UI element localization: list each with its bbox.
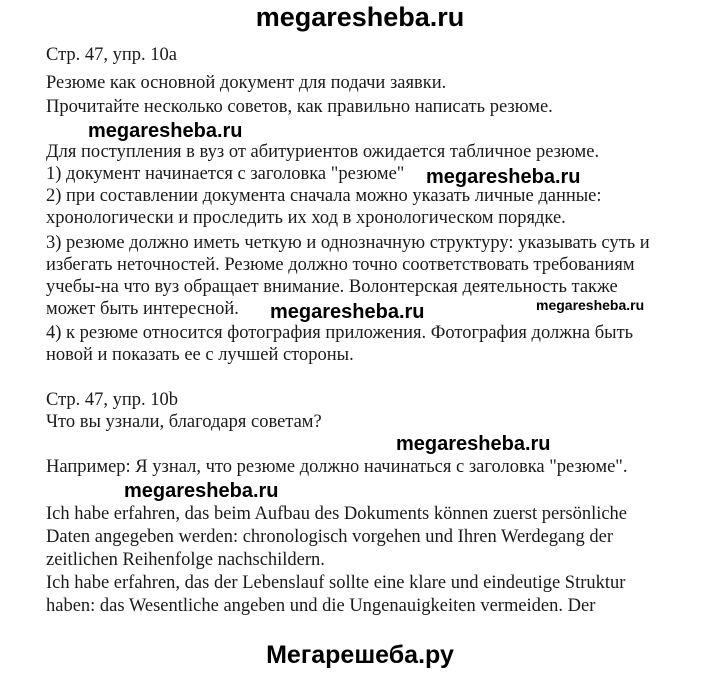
section-b-example: Например: Я узнал, что резюме должно начинаться с заголовка "резюме".	[46, 457, 628, 477]
section-a-line: новой и показать ее с лучшей стороны.	[46, 345, 354, 365]
german-line: Ich habe erfahren, das beim Aufbau des Dokuments können zuerst persönliche	[46, 504, 628, 524]
inline-watermark: megaresheba.ru	[270, 301, 425, 323]
inline-watermark: megaresheba.ru	[88, 120, 243, 142]
inline-watermark-small: megaresheba.ru	[536, 297, 645, 313]
section-b-question: Что вы узнали, благодаря советам?	[46, 412, 322, 432]
header-watermark: megaresheba.ru	[255, 2, 465, 32]
section-a-line: учебы-на что вуз обращает внимание. Волонтерская деятельность также	[46, 277, 618, 297]
section-a-line: 3) резюме должно иметь четкую и однозначную структуру: указывать суть и	[46, 233, 650, 253]
section-b-title: Стр. 47, упр. 10b	[46, 390, 179, 410]
section-a-line: избегать неточностей. Резюме должно точно соответствовать требованиям	[46, 255, 635, 275]
section-a-line: 2) при составлении документа сначала можно указать личные данные:	[46, 186, 602, 206]
inline-watermark: megaresheba.ru	[426, 166, 581, 188]
section-a-line: Резюме как основной документ для подачи заявки.	[46, 73, 447, 93]
inline-watermark: megaresheba.ru	[124, 480, 279, 502]
footer-watermark: Мегарешеба.ру	[266, 641, 454, 669]
section-a-line: может быть интересной.	[46, 299, 239, 319]
german-line: Ich habe erfahren, das der Lebenslauf sollte eine klare und eindeutige Struktur	[46, 573, 626, 593]
german-line: haben: das Wesentliche angeben und die Ungenauigkeiten vermeiden. Der	[46, 596, 596, 616]
section-a-line: Для поступления в вуз от абитуриентов ожидается табличное резюме.	[46, 142, 600, 162]
section-a-line: 1) документ начинается с заголовка "резюме"	[46, 164, 405, 184]
section-a-title: Стр. 47, упр. 10а	[46, 45, 178, 65]
inline-watermark: megaresheba.ru	[396, 433, 551, 455]
section-a-line: 4) к резюме относится фотография приложения. Фотография должна быть	[46, 323, 634, 343]
german-line: zeitlichen Reihenfolge nachschildern.	[46, 550, 325, 570]
german-line: Daten angegeben werden: chronologisch vorgehen und Ihren Werdegang der	[46, 527, 614, 547]
section-a-line: хронологически и проследить их ход в хронологическом порядке.	[46, 208, 566, 228]
section-a-line: Прочитайте несколько советов, как правильно написать резюме.	[46, 97, 553, 117]
